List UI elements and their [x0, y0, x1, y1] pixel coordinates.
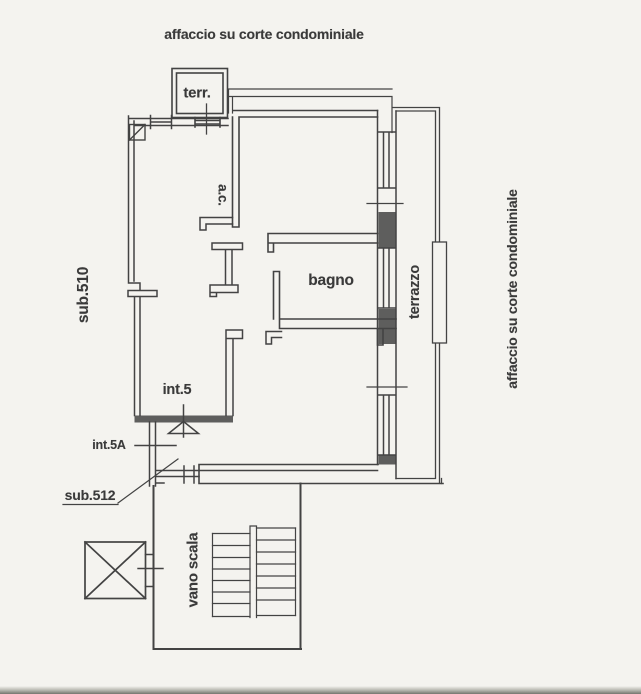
- label-terr: terr.: [183, 84, 211, 102]
- south-wall: [199, 465, 443, 484]
- label-terrazzo: terrazzo: [407, 265, 423, 319]
- staircase: [213, 526, 296, 618]
- top-caption: affaccio su corte condominiale: [164, 26, 364, 42]
- right-caption: affaccio su corte condominiale: [504, 189, 520, 389]
- air-shaft-square: [130, 125, 146, 141]
- stairwell-walls: [154, 484, 302, 650]
- label-sub510: sub.510: [75, 266, 92, 324]
- railing-post: [433, 242, 447, 343]
- label-bagno: bagno: [308, 272, 354, 289]
- wall-solid-blocks: [379, 212, 396, 465]
- right-wall-windows: [367, 111, 407, 479]
- stair-steps-left: [213, 534, 251, 617]
- label-sub512: sub.512: [64, 487, 116, 503]
- stair-steps-right: [257, 528, 296, 616]
- outer-walls: [128, 116, 228, 416]
- label-ac: a.c.: [215, 184, 231, 206]
- vestibule-walls: [135, 422, 199, 486]
- label-int5a: int.5A: [92, 438, 126, 452]
- window-top-left: [151, 116, 172, 129]
- top-room-walls: [233, 111, 378, 228]
- label-int5: int.5: [162, 382, 192, 398]
- scan-edge-artifact: [0, 686, 641, 694]
- label-vano-scala: vano scala: [184, 532, 202, 608]
- interior-partitions: [200, 218, 282, 416]
- elevator-shaft: [85, 542, 163, 599]
